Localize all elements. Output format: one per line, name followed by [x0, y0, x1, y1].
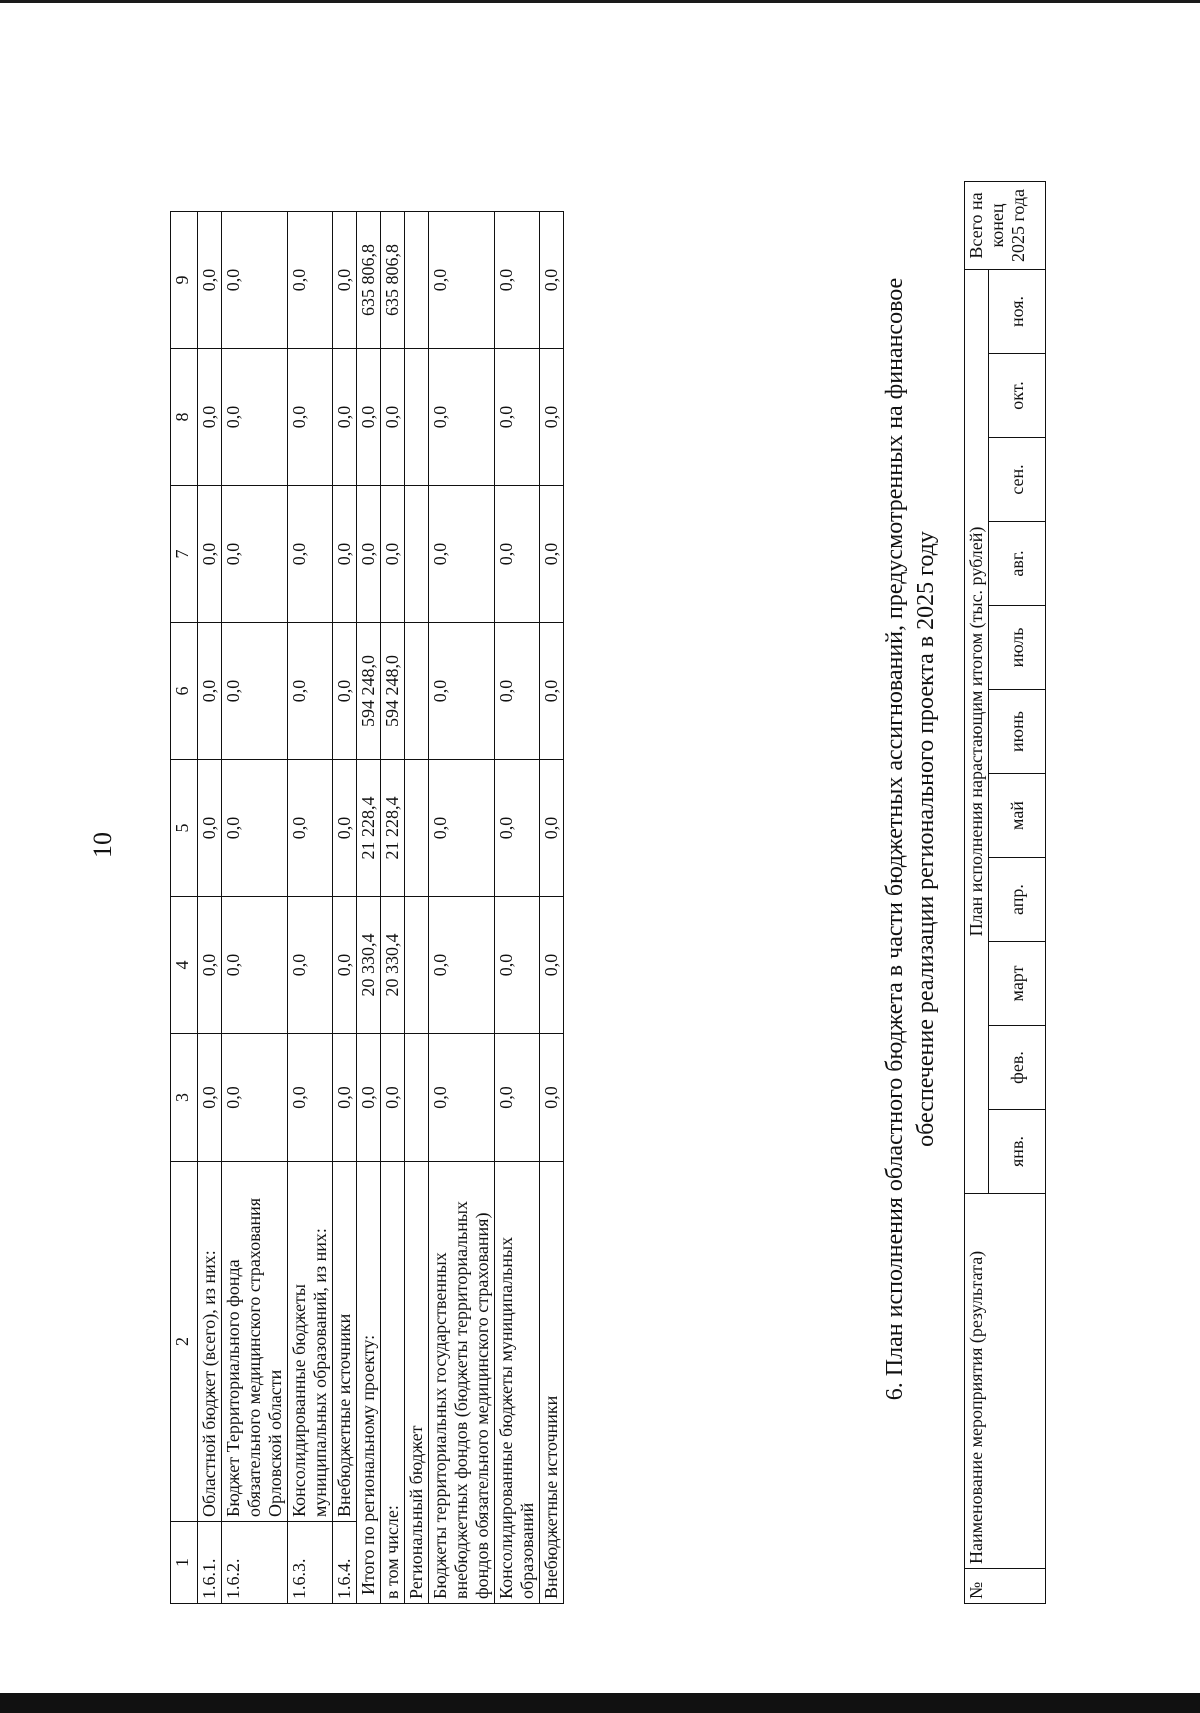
value-cell [405, 212, 429, 349]
col-total-header: Всего на конец 2025 года [965, 182, 1046, 270]
value-cell: 0,0 [222, 212, 288, 349]
bottom-edge-band [0, 1693, 1200, 1713]
value-cell: 0,0 [495, 623, 540, 760]
row-label: Внебюджетные источники [333, 1162, 357, 1522]
value-cell: 0,0 [288, 1034, 333, 1162]
row-number: 1.6.2. [222, 1522, 288, 1604]
value-cell: 594 248,0 [381, 623, 405, 760]
value-cell: 0,0 [198, 212, 222, 349]
value-cell: 594 248,0 [357, 623, 381, 760]
row-label: Бюджеты территориальных государственных внебюджетных фондов (бюджеты территориальных фондов обязательного медицинского страхования) [429, 1162, 495, 1604]
month-header: ноя. [989, 270, 1046, 354]
row-number: 1.6.3. [288, 1522, 333, 1604]
row-label: Консолидированные бюджеты муниципальных образований [495, 1162, 540, 1604]
month-header: апр. [989, 858, 1046, 942]
value-cell: 0,0 [222, 623, 288, 760]
row-number: 1.6.1. [198, 1522, 222, 1604]
value-cell: 0,0 [540, 897, 564, 1034]
value-cell: 0,0 [429, 760, 495, 897]
value-cell: 0,0 [495, 1034, 540, 1162]
table-row [540, 212, 564, 1604]
value-cell: 21 228,4 [381, 760, 405, 897]
month-header: июнь [989, 690, 1046, 774]
value-cell: 0,0 [198, 486, 222, 623]
value-cell: 0,0 [288, 486, 333, 623]
value-cell: 0,0 [288, 760, 333, 897]
section-6-heading-line-2: обеспечение реализации регионального проекта в 2025 году [913, 531, 939, 1147]
table-row [198, 212, 222, 1604]
value-cell: 0,0 [381, 486, 405, 623]
budget-table [170, 74, 564, 1604]
execution-plan-grid [964, 181, 1046, 1604]
value-cell: 0,0 [288, 897, 333, 1034]
row-label: Консолидированные бюджеты муниципальных образований, из них: [288, 1162, 333, 1522]
value-cell: 0,0 [333, 212, 357, 349]
value-cell: 0,0 [540, 486, 564, 623]
header-cell: 6 [171, 623, 198, 760]
table-row [333, 212, 357, 1604]
month-header: март [989, 942, 1046, 1026]
month-header: авг. [989, 522, 1046, 606]
value-cell: 0,0 [381, 1034, 405, 1162]
value-cell: 0,0 [198, 1034, 222, 1162]
value-cell: 0,0 [540, 1034, 564, 1162]
value-cell [405, 623, 429, 760]
row-label: Внебюджетные источники [540, 1162, 564, 1604]
table-row [405, 212, 429, 1604]
value-cell: 0,0 [429, 486, 495, 623]
header-cell: 7 [171, 486, 198, 623]
header-cell: 2 [171, 1162, 198, 1522]
month-header: сен. [989, 438, 1046, 522]
value-cell: 0,0 [357, 349, 381, 486]
budget-table-grid [170, 211, 564, 1604]
value-cell: 0,0 [540, 349, 564, 486]
value-cell: 0,0 [495, 760, 540, 897]
table-row [288, 212, 333, 1604]
value-cell: 0,0 [333, 623, 357, 760]
header-cell: 3 [171, 1034, 198, 1162]
value-cell: 0,0 [333, 349, 357, 486]
table-row [222, 212, 288, 1604]
value-cell: 0,0 [288, 349, 333, 486]
value-cell: 0,0 [429, 212, 495, 349]
col-plan-header: План исполнения нарастающим итогом (тыс. рублей) [965, 270, 989, 1194]
value-cell: 0,0 [429, 897, 495, 1034]
top-edge-line [0, 0, 1200, 3]
value-cell: 0,0 [357, 1034, 381, 1162]
value-cell: 0,0 [222, 897, 288, 1034]
col-name-header: Наименование мероприятия (результата) [965, 1194, 1046, 1569]
row-label: в том числе: [381, 1162, 405, 1604]
value-cell: 0,0 [198, 623, 222, 760]
section-6-heading [880, 74, 942, 1604]
value-cell: 0,0 [333, 1034, 357, 1162]
header-cell: 4 [171, 897, 198, 1034]
month-header: янв. [989, 1110, 1046, 1194]
header-cell: 5 [171, 760, 198, 897]
month-header: окт. [989, 354, 1046, 438]
section-6-heading-line-1: 6. План исполнения областного бюджета в части бюджетных ассигнований, предусмотренных на финансовое [882, 277, 908, 1401]
month-header: май [989, 774, 1046, 858]
table-header-row [171, 212, 198, 1604]
value-cell: 20 330,4 [381, 897, 405, 1034]
value-cell: 0,0 [198, 897, 222, 1034]
value-cell: 0,0 [198, 760, 222, 897]
header-cell: 8 [171, 349, 198, 486]
table-row [495, 212, 540, 1604]
value-cell: 0,0 [198, 349, 222, 486]
value-cell [405, 486, 429, 623]
table-row [381, 212, 405, 1604]
value-cell: 0,0 [222, 486, 288, 623]
value-cell: 0,0 [540, 623, 564, 760]
value-cell: 0,0 [495, 486, 540, 623]
value-cell: 635 806,8 [381, 212, 405, 349]
row-label: Итого по региональному проекту: [357, 1162, 381, 1604]
value-cell: 0,0 [222, 1034, 288, 1162]
value-cell: 0,0 [540, 760, 564, 897]
value-cell: 0,0 [540, 212, 564, 349]
value-cell: 0,0 [495, 897, 540, 1034]
value-cell: 0,0 [333, 760, 357, 897]
value-cell: 0,0 [333, 486, 357, 623]
table-row [357, 212, 381, 1604]
execution-plan-table [964, 74, 1046, 1604]
value-cell: 20 330,4 [357, 897, 381, 1034]
value-cell: 0,0 [222, 349, 288, 486]
header-cell: 9 [171, 212, 198, 349]
value-cell [405, 897, 429, 1034]
value-cell: 0,0 [495, 349, 540, 486]
value-cell: 0,0 [288, 212, 333, 349]
row-label: Региональный бюджет [405, 1162, 429, 1604]
table-row [429, 212, 495, 1604]
header-cell: 1 [171, 1522, 198, 1604]
row-label: Бюджет Территориального фонда обязательного медицинского страхования Орловской области [222, 1162, 288, 1522]
value-cell: 0,0 [495, 212, 540, 349]
value-cell: 0,0 [429, 1034, 495, 1162]
value-cell [405, 1034, 429, 1162]
row-number: 1.6.4. [333, 1522, 357, 1604]
value-cell [405, 760, 429, 897]
value-cell: 0,0 [381, 349, 405, 486]
execution-plan-header-row [965, 182, 989, 1604]
value-cell [405, 349, 429, 486]
value-cell: 0,0 [288, 623, 333, 760]
value-cell: 0,0 [429, 623, 495, 760]
month-header: июль [989, 606, 1046, 690]
col-number-header: № [965, 1569, 1046, 1604]
value-cell: 0,0 [222, 760, 288, 897]
value-cell: 0,0 [333, 897, 357, 1034]
page-number: 10 [88, 832, 117, 858]
row-label: Областной бюджет (всего), из них: [198, 1162, 222, 1522]
value-cell: 0,0 [357, 486, 381, 623]
value-cell: 0,0 [429, 349, 495, 486]
month-header: фев. [989, 1026, 1046, 1110]
value-cell: 21 228,4 [357, 760, 381, 897]
value-cell: 635 806,8 [357, 212, 381, 349]
